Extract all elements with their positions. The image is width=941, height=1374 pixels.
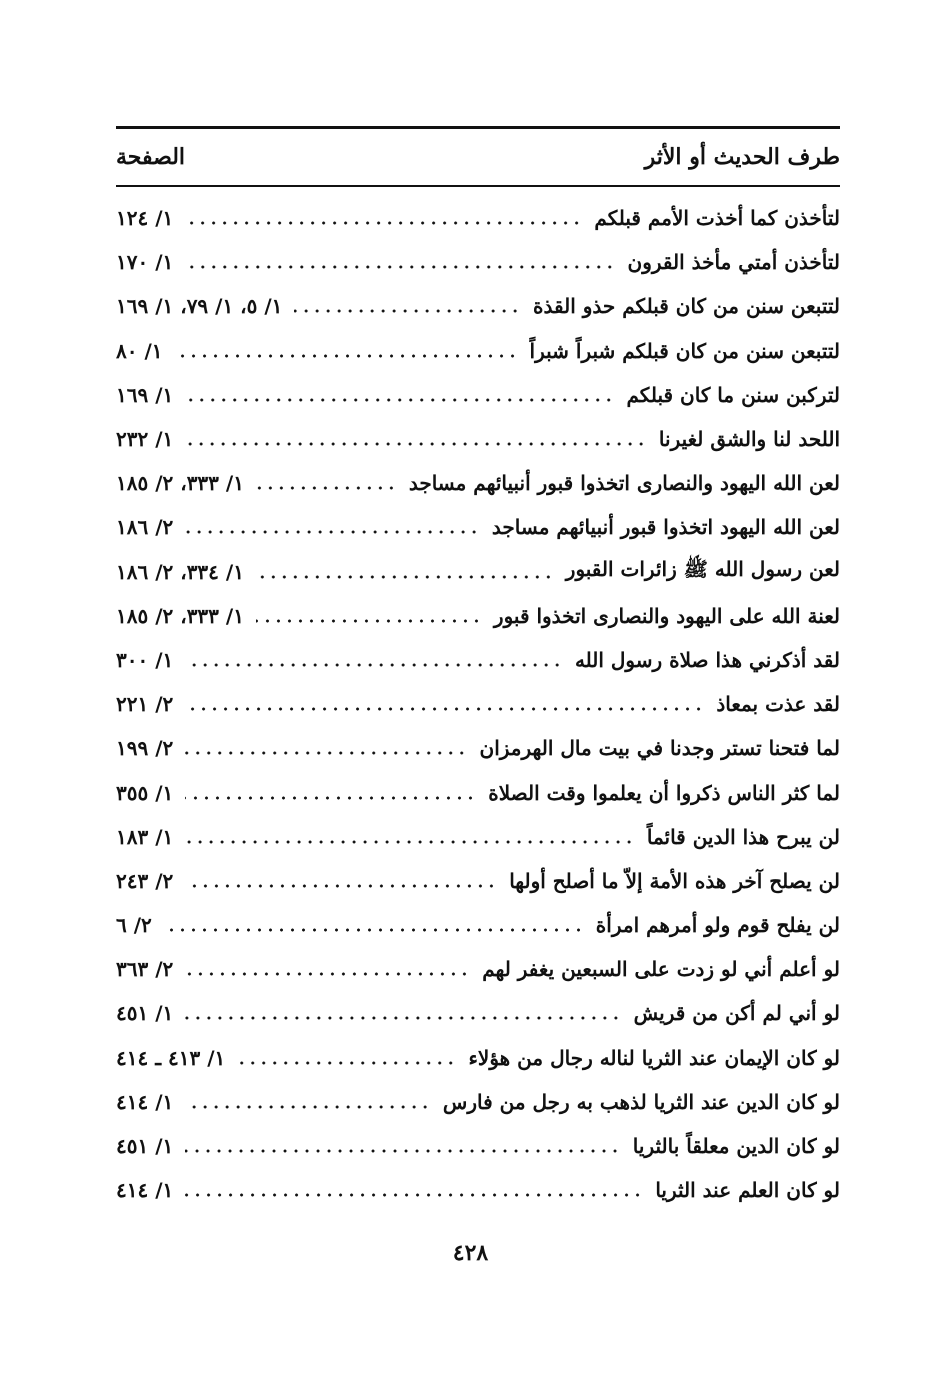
entry-page-ref: ٢/ ٢٢١ [116,692,174,717]
entry-text: لعن الله اليهود والنصارى اتخذوا قبور أنبيائهم مساجد [408,471,840,496]
entry-text: لعن الله اليهود اتخذوا قبور أنبيائهم مساجد [491,515,840,540]
entries-list [116,196,840,1212]
entry-text: لو كان الدين معلقاً بالثريا [632,1134,840,1159]
index-entry [116,1036,840,1080]
dot-leader [185,796,476,800]
index-entry [116,550,840,594]
index-entry [116,1168,840,1212]
entry-page-ref: ١/ ٣٥٥ [116,780,174,805]
index-entry [116,859,840,903]
column-title-page: الصفحة [116,144,186,170]
entry-page-ref: ١/ ١٧٠ [116,250,174,275]
entry-page-ref: ١/ ١٦٩ [116,382,174,407]
dot-leader [294,309,521,313]
dot-leader [185,265,615,269]
dot-leader [185,1193,643,1197]
index-entry [116,638,840,682]
entry-text: لتركبن سنن ما كان قبلكم [626,382,840,407]
entry-text: لتتبعن سنن من كان قبلكم حذو القذة [533,294,840,319]
index-entry [116,594,840,638]
index-entry [116,1124,840,1168]
dot-leader [185,884,497,888]
entry-text: لو أعلم أني لو زدت على السبعين يغفر لهم [482,957,840,982]
index-entry [116,1080,840,1124]
entry-page-ref: ١/ ٤٥١ [116,1134,174,1159]
entry-text: لقد أذكرني هذا صلاة رسول الله [574,647,840,672]
column-title-hadith: طرف الحديث أو الأثر [644,144,840,170]
dot-leader [185,1149,621,1153]
entry-page-ref: ١/ ١٨٣ [116,824,174,849]
index-entry [116,682,840,726]
entry-text: لن يبرح هذا الدين قائماً [646,824,840,849]
entry-text: لعنة الله على اليهود والنصارى اتخذوا قبور [493,603,840,628]
entry-page-ref: ٢/ ٢٤٣ [116,868,174,893]
dot-leader [164,928,584,932]
entry-text: لن يصلح آخر هذه الأمة إلاّ ما أصلح أولها [509,868,840,893]
index-entry [116,991,840,1035]
entry-page-ref: ٢/ ١٨٦ [116,515,174,540]
index-entry [116,240,840,284]
entry-page-ref: ٢/ ٣٦٣ [116,957,174,982]
index-entry [116,417,840,461]
dot-leader [256,619,482,623]
entry-page-ref: ١/ ٢٣٢ [116,427,174,452]
entry-page-ref: ٢/ ٦ [116,913,152,938]
dot-leader [185,442,647,446]
index-entry [116,196,840,240]
entry-page-ref: ٢/ ١٩٩ [116,736,174,761]
entry-page-ref: ١/ ٣٣٣، ٢/ ١٨٥ [116,603,244,628]
entry-page-ref: ١/ ٤١٤ [116,1089,174,1114]
entry-text: لعن رسول الله ﷺ زائرات القبور [565,557,840,582]
entry-text: لتأخذن كما أخذت الأمم قبلكم [594,206,840,231]
index-entry [116,770,840,814]
index-entry [116,373,840,417]
dot-leader [185,221,582,225]
entry-page-ref: ١/ ١٢٤ [116,206,174,231]
index-entry [116,947,840,991]
dot-leader [256,486,397,490]
dot-leader [185,840,635,844]
header-rule [116,185,840,187]
entry-text: لن يفلح قوم ولو أمرهم امرأة [595,913,840,938]
entry-text: لو أني لم أكن من قريش [633,1001,840,1026]
dot-leader [185,972,470,976]
entry-page-ref: ١/ ٣٠٠ [116,647,174,672]
entry-page-ref: ١/ ٣٣٤، ٢/ ١٨٦ [116,559,244,584]
entry-text: لتتبعن سنن من كان قبلكم شبراً شبراً [529,338,840,363]
index-entry [116,461,840,505]
dot-leader [185,398,614,402]
entry-page-ref: ١/ ٨٠ [116,338,163,363]
index-entry [116,284,840,328]
dot-leader [256,575,554,579]
table-header [116,138,840,176]
entry-page-ref: ١/ ٥، ١/ ٧٩، ١/ ١٦٩ [116,294,283,319]
entry-text: لو كان العلم عند الثريا [655,1178,840,1203]
index-entry [116,815,840,859]
dot-leader [237,1061,456,1065]
dot-leader [185,707,704,711]
dot-leader [185,530,480,534]
entry-text: لما فتحنا تستر وجدنا في بيت مال الهرمزان [479,736,840,761]
entry-page-ref: ١/ ٤١٤ [116,1178,174,1203]
index-entry [116,726,840,770]
entry-page-ref: ١/ ٤٥١ [116,1001,174,1026]
entry-text: لو كان الإيمان عند الثريا لناله رجال من هؤلاء [468,1045,840,1070]
page-number: ٤٢٨ [452,1240,489,1266]
entry-text: لقد عذت بمعاذ [716,692,840,717]
entry-text: لو كان الدين عند الثريا لذهب به رجل من فارس [442,1089,840,1114]
dot-leader [175,354,518,358]
index-entry [116,505,840,549]
dot-leader [185,663,563,667]
index-entry [116,329,840,373]
index-entry [116,903,840,947]
dot-leader [185,1016,621,1020]
entry-page-ref: ١/ ٤١٣ ـ ٤١٤ [116,1045,226,1070]
entry-text: لتأخذن أمتي مأخذ القرون [627,250,840,275]
entry-text: لما كثر الناس ذكروا أن يعلموا وقت الصلاة [488,780,840,805]
entry-page-ref: ١/ ٣٣٣، ٢/ ١٨٥ [116,471,244,496]
dot-leader [185,1105,431,1109]
top-rule [116,126,840,129]
entry-text: اللحد لنا والشق لغيرنا [658,427,840,452]
dot-leader [185,751,467,755]
